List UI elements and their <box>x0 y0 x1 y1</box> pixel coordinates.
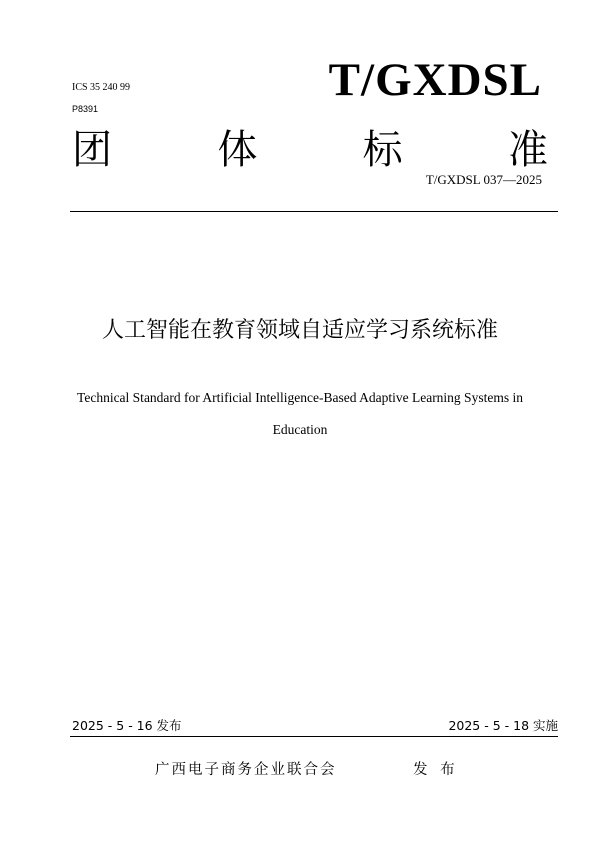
standard-brand-logo: T/GXDSL <box>328 54 542 106</box>
footer-divider <box>70 736 558 737</box>
doc-type-char-2: 体 <box>217 127 258 173</box>
ccs-code: P8391 <box>72 104 99 114</box>
ics-code: ICS 35 240 99 <box>72 82 131 93</box>
doc-type-char-3: 标 <box>362 127 403 173</box>
standard-number: T/GXDSL 037—2025 <box>425 172 542 187</box>
implementation-date: 2025 - 5 - 18 实施 <box>448 718 558 733</box>
doc-type-char-4: 准 <box>507 127 548 173</box>
english-title-line-2: Education <box>272 422 328 437</box>
english-title-line-1: Technical Standard for Artificial Intelligence-Based Adaptive Learning Systems in <box>77 390 523 405</box>
document-type-heading <box>72 126 548 174</box>
document-title-chinese: 人工智能在教育领域自适应学习系统标准 <box>101 318 498 343</box>
issue-label: 发 布 <box>413 762 459 778</box>
publish-date: 2025 - 5 - 16 发布 <box>72 718 182 733</box>
header-divider <box>70 211 558 212</box>
doc-type-char-1: 团 <box>72 127 112 173</box>
document-title-english <box>40 382 560 446</box>
issuing-organization: 广西电子商务企业联合会 <box>155 762 337 778</box>
